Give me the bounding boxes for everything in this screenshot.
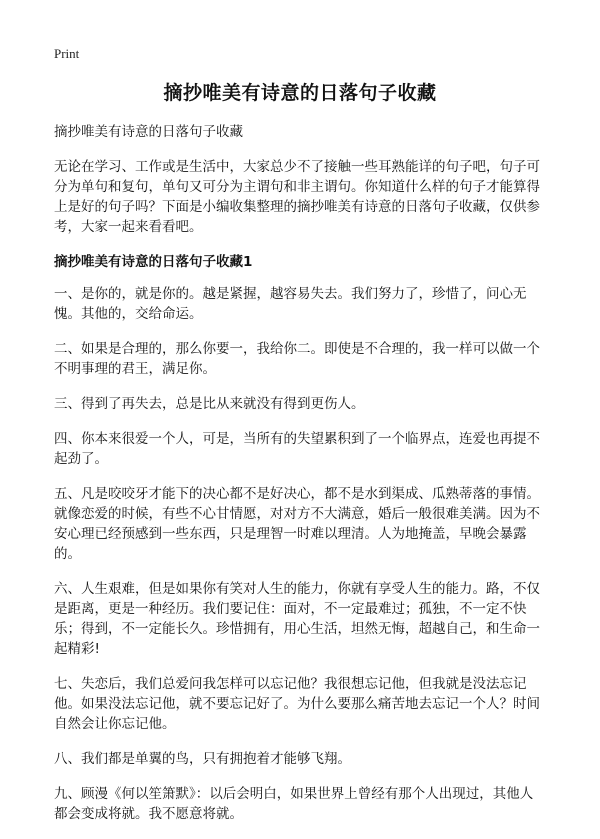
sentence-item-1: 一、是你的，就是你的。越是紧握，越容易失去。我们努力了，珍惜了，问心无愧。其他的，交给命运。: [54, 286, 527, 322]
sentence-item-4: 四、你本来很爱一个人，可是，当所有的失望累积到了一个临界点，连爱也再提不起劲了。: [54, 431, 540, 467]
document-title: 摘抄唯美有诗意的日落句子收藏: [163, 82, 437, 104]
sentence-item-6: 六、人生艰难，但是如果你有笑对人生的能力，你就有享受人生的能力。路，不仅是距离，更是一种经历。我们要记住：面对，不一定最难过；孤独，不一定不快乐；得到，不一定能长久。珍惜拥有，用心生活，坦然无悔，超越自己，和生命一起精彩!: [54, 581, 540, 657]
section-heading: 摘抄唯美有诗意的日落句子收藏1: [54, 254, 253, 270]
sentence-item-3: 三、得到了再失去，总是比从来就没有得到更伤人。: [54, 396, 365, 412]
sentence-item-8: 八、我们都是单翼的鸟，只有拥抱着才能够飞翔。: [54, 751, 351, 767]
sentence-item-2: 二、如果是合理的，那么你要一，我给你二。即使是不合理的，我一样可以做一个不明事理的君王，满足你。: [54, 341, 540, 377]
print-label[interactable]: Print: [54, 46, 80, 61]
sentence-item-9: 九、顾漫《何以笙箫默》：以后会明白，如果世界上曾经有那个人出现过，其他人都会变成将就。我不愿意将就。: [54, 786, 534, 822]
document-subtitle: 摘抄唯美有诗意的日落句子收藏: [54, 124, 243, 140]
document-body: [54, 122, 546, 839]
sentence-item-7: 七、失恋后，我们总爱问我怎样可以忘记他？我很想忘记他，但我就是没法忘记他。如果没法忘记他，就不要忘记好了。为什么要那么痛苦地去忘记一个人？时间自然会让你忘记他。: [54, 676, 540, 732]
sentence-item-5: 五、凡是咬咬牙才能下的决心都不是好决心，都不是水到渠成、瓜熟蒂落的事情。就像恋爱的时候，有些不心甘情愿，对对方不大满意，婚后一般很难美满。因为不安心理已经预感到一些东西，只是理智一时难以理清。人为地掩盖，早晚会暴露的。: [54, 486, 540, 562]
intro-paragraph: 无论在学习、工作或是生活中，大家总少不了接触一些耳熟能详的句子吧，句子可分为单句和复句，单句又可分为主谓句和非主谓句。你知道什么样的句子才能算得上是好的句子吗？下面是小编收集整理的摘抄唯美有诗意的日落句子收藏，仅供参考，大家一起来看看吧。: [54, 159, 540, 235]
